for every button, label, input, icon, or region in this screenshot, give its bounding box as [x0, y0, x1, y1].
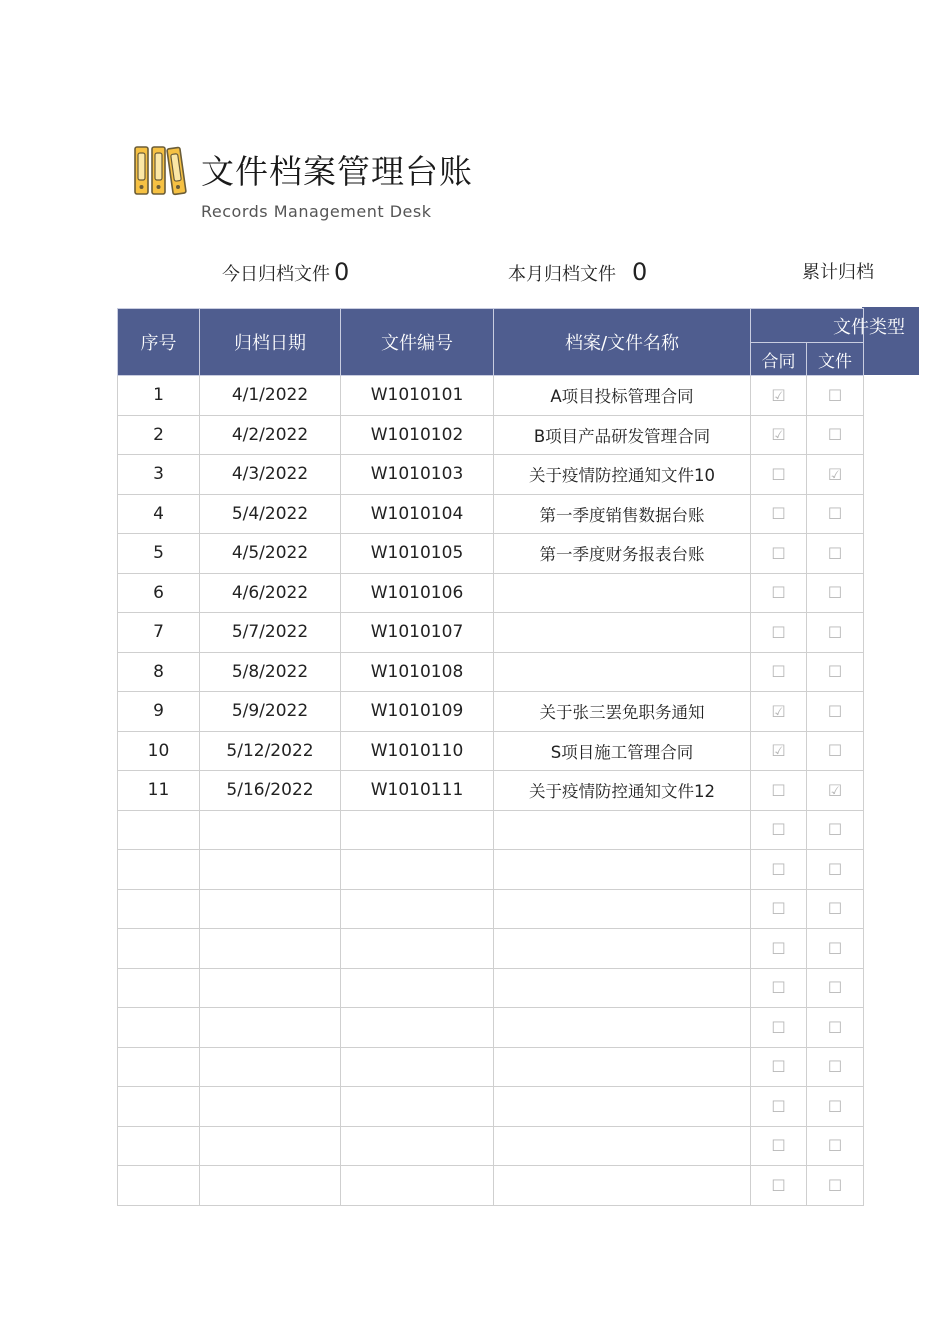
cell-date: 4/6/2022: [200, 573, 341, 613]
cell-seq: [118, 1047, 200, 1087]
contract-checkbox[interactable]: ☐: [751, 494, 807, 534]
table-row: [118, 534, 864, 574]
today-archived-stat: [222, 258, 349, 286]
table-row: [118, 573, 864, 613]
cell-date: [200, 1087, 341, 1127]
cell-name: A项目投标管理合同: [494, 376, 751, 416]
cell-seq: 1: [118, 376, 200, 416]
cell-date: 5/7/2022: [200, 613, 341, 653]
month-archived-label: 本月归档文件: [508, 264, 616, 285]
contract-checkbox[interactable]: ☐: [751, 889, 807, 929]
contract-checkbox[interactable]: ☐: [751, 1008, 807, 1048]
col-header-contract: 合同: [751, 343, 807, 376]
page-subtitle: Records Management Desk: [201, 202, 432, 221]
cell-date: [200, 1047, 341, 1087]
file-checkbox[interactable]: ☐: [807, 889, 864, 929]
table-row: [118, 731, 864, 771]
contract-checkbox[interactable]: ☑: [751, 376, 807, 416]
cell-name: [494, 1087, 751, 1127]
cell-code: [341, 889, 494, 929]
cell-seq: [118, 1087, 200, 1127]
table-row: [118, 652, 864, 692]
table-row: [118, 850, 864, 890]
col-header-date: 归档日期: [200, 309, 341, 376]
cell-seq: [118, 1126, 200, 1166]
file-checkbox[interactable]: ☐: [807, 1008, 864, 1048]
table-row: [118, 613, 864, 653]
contract-checkbox[interactable]: ☐: [751, 810, 807, 850]
cell-date: 5/4/2022: [200, 494, 341, 534]
cell-date: 4/2/2022: [200, 415, 341, 455]
file-checkbox[interactable]: ☐: [807, 652, 864, 692]
cell-name: [494, 1166, 751, 1206]
total-archived-stat: [802, 258, 874, 284]
col-header-code: 文件编号: [341, 309, 494, 376]
cell-seq: 4: [118, 494, 200, 534]
file-checkbox[interactable]: ☑: [807, 455, 864, 495]
cell-code: [341, 1166, 494, 1206]
col-header-type-group-label: 文件类型: [833, 316, 905, 338]
file-checkbox[interactable]: ☐: [807, 1047, 864, 1087]
cell-seq: 5: [118, 534, 200, 574]
cell-code: W1010110: [341, 731, 494, 771]
file-checkbox[interactable]: ☐: [807, 692, 864, 732]
contract-checkbox[interactable]: ☐: [751, 929, 807, 969]
contract-checkbox[interactable]: ☑: [751, 731, 807, 771]
cell-seq: 11: [118, 771, 200, 811]
file-checkbox[interactable]: ☐: [807, 968, 864, 1008]
cell-code: [341, 1087, 494, 1127]
table-row: [118, 771, 864, 811]
cell-date: 5/8/2022: [200, 652, 341, 692]
cell-seq: 7: [118, 613, 200, 653]
cell-seq: 10: [118, 731, 200, 771]
cell-name: S项目施工管理合同: [494, 731, 751, 771]
cell-name: 关于疫情防控通知文件12: [494, 771, 751, 811]
cell-code: W1010104: [341, 494, 494, 534]
cell-date: [200, 968, 341, 1008]
cell-seq: [118, 968, 200, 1008]
file-checkbox[interactable]: ☑: [807, 771, 864, 811]
contract-checkbox[interactable]: ☐: [751, 968, 807, 1008]
table-row: [118, 968, 864, 1008]
cell-seq: 2: [118, 415, 200, 455]
contract-checkbox[interactable]: ☑: [751, 415, 807, 455]
cell-seq: 6: [118, 573, 200, 613]
file-checkbox[interactable]: ☐: [807, 929, 864, 969]
cell-date: 4/3/2022: [200, 455, 341, 495]
cell-name: [494, 929, 751, 969]
cell-code: [341, 1008, 494, 1048]
table-row: [118, 376, 864, 416]
file-checkbox[interactable]: ☐: [807, 613, 864, 653]
cell-date: [200, 850, 341, 890]
month-archived-value: 0: [632, 258, 648, 286]
contract-checkbox[interactable]: ☐: [751, 455, 807, 495]
contract-checkbox[interactable]: ☐: [751, 850, 807, 890]
file-checkbox[interactable]: ☐: [807, 415, 864, 455]
cell-seq: [118, 850, 200, 890]
col-header-seq: 序号: [118, 309, 200, 376]
cell-name: [494, 1126, 751, 1166]
cell-name: [494, 810, 751, 850]
cell-code: W1010109: [341, 692, 494, 732]
table-row: [118, 455, 864, 495]
cell-seq: 3: [118, 455, 200, 495]
cell-code: [341, 1126, 494, 1166]
table-row: [118, 1087, 864, 1127]
cell-code: W1010107: [341, 613, 494, 653]
cell-date: 4/1/2022: [200, 376, 341, 416]
cell-name: B项目产品研发管理合同: [494, 415, 751, 455]
cell-name: [494, 652, 751, 692]
file-checkbox[interactable]: ☐: [807, 731, 864, 771]
cell-name: 关于疫情防控通知文件10: [494, 455, 751, 495]
cell-code: W1010108: [341, 652, 494, 692]
file-checkbox[interactable]: ☐: [807, 1126, 864, 1166]
contract-checkbox[interactable]: ☐: [751, 1126, 807, 1166]
cell-name: [494, 1047, 751, 1087]
total-archived-label: 累计归档: [802, 262, 874, 283]
cell-date: [200, 1008, 341, 1048]
cell-date: 5/9/2022: [200, 692, 341, 732]
cell-date: [200, 1126, 341, 1166]
file-checkbox[interactable]: ☐: [807, 850, 864, 890]
cell-date: 4/5/2022: [200, 534, 341, 574]
cell-name: 第一季度财务报表台账: [494, 534, 751, 574]
file-checkbox[interactable]: ☐: [807, 573, 864, 613]
cell-name: 第一季度销售数据台账: [494, 494, 751, 534]
cell-code: W1010102: [341, 415, 494, 455]
cell-name: [494, 889, 751, 929]
cell-date: 5/12/2022: [200, 731, 341, 771]
contract-checkbox[interactable]: ☐: [751, 652, 807, 692]
contract-checkbox[interactable]: ☐: [751, 613, 807, 653]
table-row: [118, 929, 864, 969]
contract-checkbox[interactable]: ☐: [751, 1087, 807, 1127]
today-archived-value: 0: [334, 258, 350, 286]
cell-code: [341, 850, 494, 890]
binder-logo-icon: [133, 144, 189, 198]
file-checkbox[interactable]: ☐: [807, 810, 864, 850]
contract-checkbox[interactable]: ☐: [751, 771, 807, 811]
file-checkbox[interactable]: ☐: [807, 534, 864, 574]
table-row: [118, 810, 864, 850]
cell-date: [200, 889, 341, 929]
col-header-type-group: [751, 309, 905, 343]
cell-code: W1010111: [341, 771, 494, 811]
cell-code: W1010105: [341, 534, 494, 574]
contract-checkbox[interactable]: ☐: [751, 534, 807, 574]
cell-date: 5/16/2022: [200, 771, 341, 811]
cell-name: [494, 613, 751, 653]
table-row: [118, 1166, 864, 1206]
cell-date: [200, 810, 341, 850]
table-row: [118, 1047, 864, 1087]
cell-date: [200, 1166, 341, 1206]
col-header-file: 文件: [807, 343, 864, 376]
cell-name: [494, 968, 751, 1008]
today-archived-label: 今日归档文件: [222, 264, 330, 285]
file-checkbox[interactable]: ☐: [807, 376, 864, 416]
table-row: [118, 1126, 864, 1166]
cell-seq: [118, 889, 200, 929]
cell-date: [200, 929, 341, 969]
cell-seq: [118, 929, 200, 969]
cell-code: W1010106: [341, 573, 494, 613]
cell-code: [341, 810, 494, 850]
col-header-name: 档案/文件名称: [494, 309, 751, 376]
file-checkbox[interactable]: ☐: [807, 1166, 864, 1206]
cell-name: [494, 850, 751, 890]
cell-name: [494, 573, 751, 613]
cell-seq: 9: [118, 692, 200, 732]
contract-checkbox[interactable]: ☑: [751, 692, 807, 732]
table-row: [118, 494, 864, 534]
cell-name: 关于张三罢免职务通知: [494, 692, 751, 732]
cell-code: W1010103: [341, 455, 494, 495]
table-row: [118, 1008, 864, 1048]
cell-seq: [118, 1008, 200, 1048]
contract-checkbox[interactable]: ☐: [751, 1047, 807, 1087]
cell-code: [341, 968, 494, 1008]
cell-code: [341, 1047, 494, 1087]
cell-seq: 8: [118, 652, 200, 692]
archive-table: [117, 308, 905, 1206]
contract-checkbox[interactable]: ☐: [751, 1166, 807, 1206]
cell-seq: [118, 810, 200, 850]
cell-code: W1010101: [341, 376, 494, 416]
archive-table-body: [118, 376, 864, 1206]
contract-checkbox[interactable]: ☐: [751, 573, 807, 613]
table-row: [118, 415, 864, 455]
table-row: [118, 692, 864, 732]
file-checkbox[interactable]: ☐: [807, 1087, 864, 1127]
cell-code: [341, 929, 494, 969]
cell-name: [494, 1008, 751, 1048]
file-checkbox[interactable]: ☐: [807, 494, 864, 534]
table-row: [118, 889, 864, 929]
archive-table-container: [117, 308, 905, 1208]
cell-seq: [118, 1166, 200, 1206]
page-title: 文件档案管理台账: [201, 152, 473, 191]
month-archived-stat: [508, 258, 647, 286]
